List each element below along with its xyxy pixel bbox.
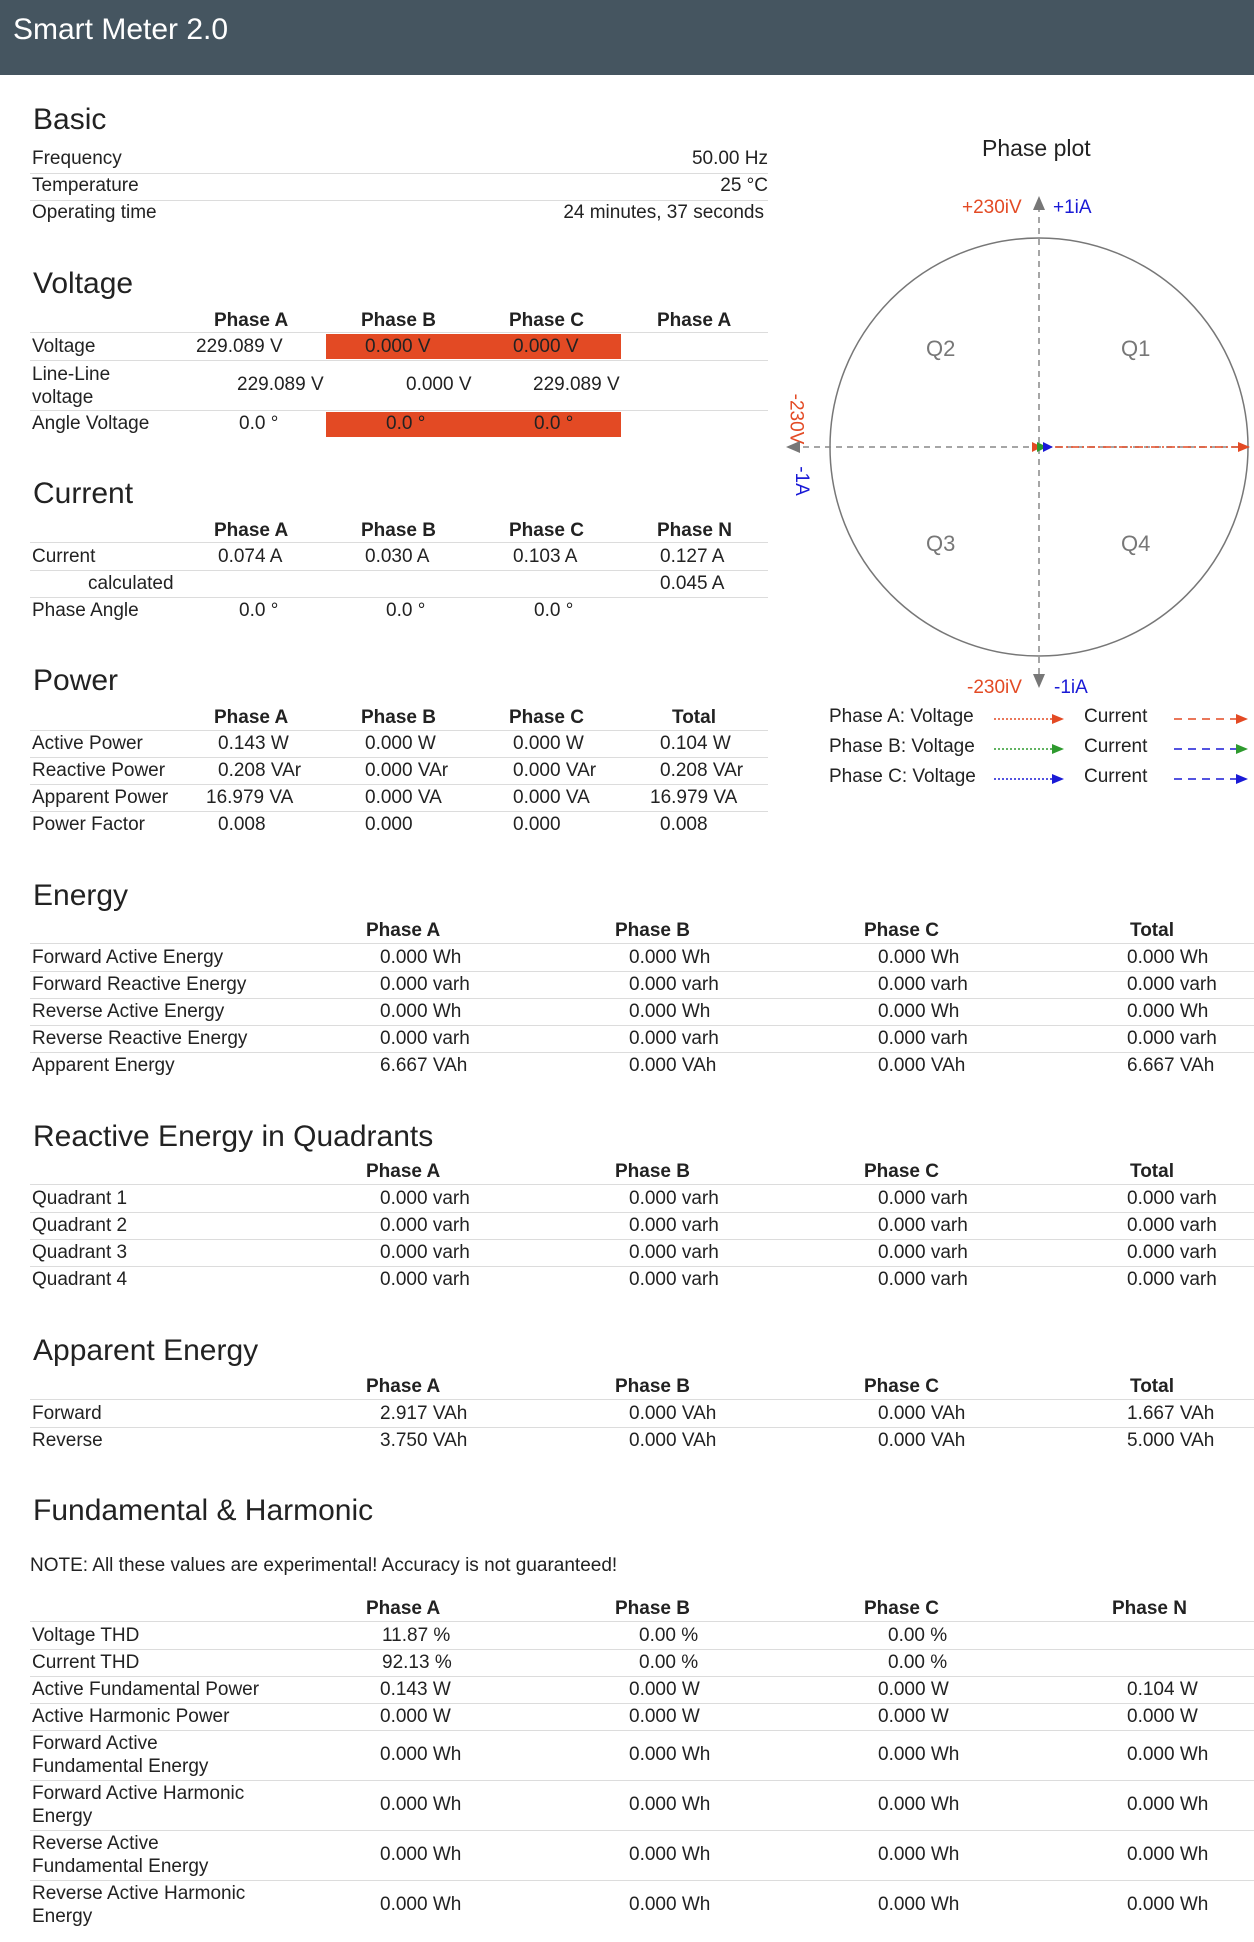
cell-phase-c: 0.000 varh	[878, 974, 968, 995]
reactive-quadrants-title: Reactive Energy in Quadrants	[33, 1120, 434, 1153]
cell-phase-c: 0.000 W	[878, 1706, 949, 1727]
cell-phase-b: 0.000 V	[406, 374, 472, 395]
cell-phase-b: 0.000 VA	[365, 787, 442, 808]
cell-phase-c: 0.000 Wh	[878, 1894, 960, 1915]
table-row	[30, 998, 1254, 1026]
cell-phase-b: 0.000 W	[365, 733, 436, 754]
cell-phase-c: 229.089 V	[533, 374, 620, 395]
cell-phase-c: 0.000 VA	[513, 787, 590, 808]
phase-plot-canvas	[780, 190, 1254, 690]
cell-phase-c: 0.00 %	[888, 1625, 948, 1646]
table-row	[30, 1427, 1254, 1454]
row-label: Temperature	[32, 175, 139, 196]
cell-phase-b: 0.000	[365, 814, 413, 835]
cell-phase-b: 0.000 varh	[629, 1215, 719, 1236]
col-header: Phase A	[214, 520, 289, 541]
legend-row	[829, 736, 975, 758]
row-label: Active Fundamental Power	[32, 1679, 260, 1700]
cell-phase-a: 3.750 VAh	[380, 1430, 468, 1451]
col-header: Phase B	[361, 520, 436, 541]
col-header: Phase B	[615, 920, 690, 941]
axis-top-voltage: +230iV	[962, 197, 1022, 218]
cell-phase-a: 229.089 V	[237, 374, 324, 395]
cell-total: 0.208 VAr	[660, 760, 744, 781]
arrow-down-icon	[1033, 674, 1045, 688]
cell-phase-b: 0.000 varh	[629, 1242, 719, 1263]
col-header: Phase A	[366, 1598, 441, 1619]
cell-phase-c: 0.000	[513, 814, 561, 835]
quadrant-label: Q4	[1121, 531, 1151, 556]
quadrant-label: Q3	[926, 531, 956, 556]
cell-total: 0.000 varh	[1127, 1188, 1217, 1209]
cell-phase-b: 0.00 %	[639, 1625, 699, 1646]
row-label: Forward	[32, 1403, 102, 1424]
cell-phase-c: 0.00 %	[888, 1652, 948, 1673]
row-label: Reverse Reactive Energy	[32, 1028, 248, 1049]
cell-phase-b: 0.00 %	[639, 1652, 699, 1673]
col-header: Phase C	[864, 920, 939, 941]
table-row	[30, 333, 768, 361]
cell-total: 0.008	[660, 814, 708, 835]
power-title: Power	[33, 664, 119, 697]
table-header-line	[30, 916, 1254, 944]
table-row	[30, 597, 768, 624]
harmonic-title: Fundamental & Harmonic	[33, 1494, 374, 1527]
cell-phase-a: 2.917 VAh	[380, 1403, 468, 1424]
row-label: Active Power	[32, 733, 143, 754]
energy-title: Energy	[33, 879, 129, 912]
cell-phase-c: 0.000 V	[513, 336, 579, 357]
row-label: Quadrant 3	[32, 1242, 128, 1263]
table-row	[30, 1780, 1254, 1831]
row-label: Quadrant 2	[32, 1215, 128, 1236]
table-row	[30, 200, 768, 227]
cell-phase-b: 0.000 varh	[629, 1269, 719, 1290]
quadrant-label: Q1	[1121, 336, 1151, 361]
table-row	[30, 1052, 1254, 1079]
cell-phase-n: 0.045 A	[660, 573, 725, 594]
legend-current-label: Current	[1084, 706, 1148, 727]
cell-phase-c: 0.000 Wh	[878, 947, 960, 968]
cell-phase-a: 92.13 %	[382, 1652, 452, 1673]
axis-bottom-voltage: -230iV	[967, 677, 1022, 698]
row-label: Reverse Active Harmonic Energy	[32, 1883, 246, 1927]
row-value: 25 °C	[720, 175, 768, 196]
row-label: Operating time	[32, 202, 157, 223]
col-header: Total	[1130, 920, 1174, 941]
table-header-line	[30, 1594, 1254, 1622]
cell-phase-c: 0.0 °	[534, 600, 574, 621]
cell-total: 0.000 varh	[1127, 974, 1217, 995]
table-row	[30, 146, 768, 174]
table-row	[30, 173, 768, 201]
row-value: 50.00 Hz	[691, 148, 768, 169]
cell-phase-c: 0.000 W	[513, 733, 584, 754]
table-row	[30, 944, 1254, 972]
col-header: Phase C	[509, 310, 584, 331]
cell-phase-n: 0.000 Wh	[1127, 1844, 1209, 1865]
cell-phase-c: 0.000 varh	[878, 1269, 968, 1290]
cell-phase-b: 0.000 W	[629, 1706, 700, 1727]
row-label: Angle Voltage	[32, 413, 150, 434]
row-label: Phase Angle	[32, 600, 139, 621]
cell-phase-b: 0.000 Wh	[629, 1844, 711, 1865]
legend-phase-b-voltage-line	[992, 741, 1072, 757]
cell-phase-b: 0.000 V	[365, 336, 431, 357]
col-header: Phase B	[615, 1161, 690, 1182]
table-row	[30, 1649, 1254, 1677]
table-row	[30, 1266, 1254, 1293]
cell-phase-b: 0.000 Wh	[629, 1001, 711, 1022]
cell-phase-c: 0.000 Wh	[878, 1844, 960, 1865]
row-label: Quadrant 1	[32, 1188, 128, 1209]
row-label: Line-Line voltage	[32, 364, 111, 408]
harmonic-note: NOTE: All these values are experimental! Accuracy is not guaranteed!	[30, 1555, 618, 1576]
col-header: Total	[1130, 1376, 1174, 1397]
table-row	[30, 1400, 1254, 1428]
cell-phase-n: 0.000 W	[1127, 1706, 1198, 1727]
col-header: Phase A	[214, 707, 289, 728]
row-label: Frequency	[32, 148, 122, 169]
cell-phase-n: 0.000 Wh	[1127, 1744, 1209, 1765]
col-header: Total	[672, 707, 716, 728]
col-header: Phase A	[366, 920, 441, 941]
row-label: Forward Reactive Energy	[32, 974, 247, 995]
table-row	[30, 570, 768, 598]
row-label: Quadrant 4	[32, 1269, 128, 1290]
row-label: Apparent Power	[32, 787, 169, 808]
table-header-line	[30, 1372, 1254, 1400]
col-header: Phase B	[615, 1598, 690, 1619]
axis-left-voltage: -230V	[785, 393, 807, 445]
cell-phase-c: 0.0 °	[534, 413, 574, 434]
row-label: Forward Active Fundamental Energy	[32, 1733, 209, 1777]
cell-phase-c: 0.000 varh	[878, 1028, 968, 1049]
cell-phase-n: 0.000 Wh	[1127, 1794, 1209, 1815]
col-header: Phase A	[214, 310, 289, 331]
table-row	[30, 811, 768, 838]
table-row	[30, 1212, 1254, 1240]
legend-row	[829, 706, 974, 728]
table-row	[30, 1185, 1254, 1213]
table-row	[30, 1239, 1254, 1267]
cell-phase-b: 0.000 Wh	[629, 947, 711, 968]
col-header: Phase B	[361, 310, 436, 331]
table-header-line	[30, 1157, 1254, 1185]
col-header: Phase C	[509, 520, 584, 541]
row-label: Reverse Active Energy	[32, 1001, 225, 1022]
cell-phase-b: 0.000 varh	[629, 974, 719, 995]
cell-phase-b: 0.000 Wh	[629, 1794, 711, 1815]
table-header-line	[30, 703, 768, 731]
col-header: Phase N	[1112, 1598, 1187, 1619]
app-title: Smart Meter 2.0	[13, 13, 229, 46]
current-title: Current	[33, 477, 134, 510]
cell-phase-a: 0.143 W	[218, 733, 289, 754]
cell-total: 0.104 W	[660, 733, 731, 754]
cell-phase-a: 0.000 Wh	[380, 947, 462, 968]
cell-phase-b: 0.0 °	[386, 600, 426, 621]
cell-total: 16.979 VA	[650, 787, 738, 808]
axis-top-current: +1iA	[1053, 197, 1092, 218]
legend-current-label: Current	[1084, 766, 1148, 787]
col-header: Total	[1130, 1161, 1174, 1182]
col-header: Phase A	[366, 1376, 441, 1397]
cell-phase-a: 0.074 A	[218, 546, 283, 567]
table-row	[30, 784, 768, 812]
legend-phase-a-current-line	[1172, 711, 1252, 727]
row-label: Voltage THD	[32, 1625, 140, 1646]
apparent-energy-title: Apparent Energy	[33, 1334, 259, 1367]
row-label: Power Factor	[32, 814, 145, 835]
table-row	[30, 1830, 1254, 1881]
cell-phase-b: 0.000 Wh	[629, 1894, 711, 1915]
cell-phase-b: 0.000 varh	[629, 1188, 719, 1209]
table-row	[30, 757, 768, 785]
basic-title: Basic	[33, 103, 107, 136]
cell-phase-a: 0.000 varh	[380, 1269, 470, 1290]
cell-phase-c: 0.000 VAh	[878, 1403, 966, 1424]
col-header: Phase B	[615, 1376, 690, 1397]
cell-phase-a: 16.979 VA	[206, 787, 294, 808]
cell-phase-a: 229.089 V	[196, 336, 283, 357]
quadrant-label: Q2	[926, 336, 956, 361]
cell-phase-c: 0.103 A	[513, 546, 578, 567]
cell-phase-a: 6.667 VAh	[380, 1055, 468, 1076]
legend-voltage-label: Phase B: Voltage	[829, 736, 975, 757]
table-header-line	[30, 515, 768, 543]
legend-voltage-label: Phase A: Voltage	[829, 706, 974, 727]
arrow-up-icon	[1033, 196, 1045, 210]
col-header: Phase A	[366, 1161, 441, 1182]
cell-phase-c: 0.000 varh	[878, 1215, 968, 1236]
cell-total: 1.667 VAh	[1127, 1403, 1215, 1424]
row-label: Current THD	[32, 1652, 140, 1673]
col-header: Phase N	[657, 520, 732, 541]
cell-phase-c: 0.000 Wh	[878, 1744, 960, 1765]
table-header-line	[30, 305, 768, 333]
cell-total: 0.000 Wh	[1127, 1001, 1209, 1022]
table-row	[30, 410, 768, 438]
col-header: Phase C	[864, 1598, 939, 1619]
cell-phase-a: 0.000 varh	[380, 1028, 470, 1049]
cell-phase-n: 0.104 W	[1127, 1679, 1198, 1700]
col-header: Phase C	[509, 707, 584, 728]
table-row	[30, 543, 768, 571]
cell-phase-n: 0.127 A	[660, 546, 725, 567]
cell-phase-n: 0.000 Wh	[1127, 1894, 1209, 1915]
cell-phase-c: 0.000 VAh	[878, 1055, 966, 1076]
legend-voltage-label: Phase C: Voltage	[829, 766, 976, 787]
legend-phase-c-current-line	[1172, 771, 1252, 787]
table-row	[30, 1622, 1254, 1650]
row-label: Forward Active Energy	[32, 947, 224, 968]
table-row	[30, 1676, 1254, 1704]
col-header: Phase A	[657, 310, 732, 331]
cell-phase-b: 0.000 Wh	[629, 1744, 711, 1765]
cell-phase-a: 0.000 varh	[380, 1215, 470, 1236]
table-row	[30, 971, 1254, 999]
cell-phase-b: 0.000 VAh	[629, 1403, 717, 1424]
row-label: Reverse	[32, 1430, 103, 1451]
cell-phase-a: 0.143 W	[380, 1679, 451, 1700]
cell-phase-a: 0.000 Wh	[380, 1844, 462, 1865]
row-value: 24 minutes, 37 seconds	[563, 202, 764, 223]
table-row	[30, 1703, 1254, 1731]
cell-total: 5.000 VAh	[1127, 1430, 1215, 1451]
cell-phase-a: 0.000 Wh	[380, 1894, 462, 1915]
table-row	[30, 360, 768, 411]
cell-phase-a: 0.000 Wh	[380, 1794, 462, 1815]
cell-total: 0.000 varh	[1127, 1028, 1217, 1049]
table-row	[30, 1730, 1254, 1781]
legend-phase-a-voltage-line	[992, 711, 1072, 727]
col-header: Phase B	[361, 707, 436, 728]
legend-phase-c-voltage-line	[992, 771, 1072, 787]
row-label: Reactive Power	[32, 760, 166, 781]
arrow-left-icon	[786, 441, 800, 453]
cell-phase-a: 0.000 varh	[380, 1242, 470, 1263]
cell-phase-c: 0.000 Wh	[878, 1001, 960, 1022]
row-label: Reverse Active Fundamental Energy	[32, 1833, 209, 1877]
legend-row	[829, 766, 976, 788]
cell-phase-b: 0.000 VAh	[629, 1430, 717, 1451]
axis-bottom-current: -1iA	[1054, 677, 1088, 698]
table-row	[30, 1025, 1254, 1053]
row-label: Active Harmonic Power	[32, 1706, 230, 1727]
cell-total: 0.000 varh	[1127, 1269, 1217, 1290]
cell-phase-c: 0.000 VAr	[513, 760, 597, 781]
cell-total: 0.000 varh	[1127, 1242, 1217, 1263]
cell-phase-b: 0.000 W	[629, 1679, 700, 1700]
cell-total: 6.667 VAh	[1127, 1055, 1215, 1076]
row-label: calculated	[88, 573, 174, 594]
row-label: Apparent Energy	[32, 1055, 175, 1076]
axis-left-current: -1A	[790, 466, 812, 496]
cell-phase-a: 0.0 °	[239, 413, 279, 434]
cell-phase-b: 0.000 VAh	[629, 1055, 717, 1076]
cell-phase-a: 0.000 Wh	[380, 1744, 462, 1765]
cell-phase-a: 0.208 VAr	[218, 760, 302, 781]
col-header: Phase C	[864, 1161, 939, 1182]
cell-phase-c: 0.000 W	[878, 1679, 949, 1700]
table-row	[30, 730, 768, 758]
cell-total: 0.000 varh	[1127, 1215, 1217, 1236]
cell-phase-a: 0.000 varh	[380, 1188, 470, 1209]
cell-phase-c: 0.000 Wh	[878, 1794, 960, 1815]
cell-phase-b: 0.0 °	[386, 413, 426, 434]
cell-phase-a: 0.000 Wh	[380, 1001, 462, 1022]
cell-phase-c: 0.000 varh	[878, 1242, 968, 1263]
cell-phase-b: 0.000 varh	[629, 1028, 719, 1049]
phase-c-arrow-icon	[1043, 442, 1053, 452]
legend-current-label: Current	[1084, 736, 1148, 757]
cell-phase-c: 0.000 varh	[878, 1188, 968, 1209]
row-label: Voltage	[32, 336, 96, 357]
phase-plot-title: Phase plot	[982, 135, 1091, 161]
cell-phase-a: 0.008	[218, 814, 266, 835]
cell-phase-a: 0.0 °	[239, 600, 279, 621]
cell-phase-c: 0.000 VAh	[878, 1430, 966, 1451]
cell-total: 0.000 Wh	[1127, 947, 1209, 968]
cell-phase-b: 0.000 VAr	[365, 760, 449, 781]
cell-phase-a: 11.87 %	[382, 1625, 451, 1646]
row-label: Forward Active Harmonic Energy	[32, 1783, 245, 1827]
cell-phase-b: 0.030 A	[365, 546, 430, 567]
row-label: Current	[32, 546, 96, 567]
table-row	[30, 1880, 1254, 1930]
app-header	[0, 0, 1254, 75]
cell-phase-a: 0.000 varh	[380, 974, 470, 995]
legend-phase-b-current-line	[1172, 741, 1252, 757]
cell-phase-a: 0.000 W	[380, 1706, 451, 1727]
col-header: Phase C	[864, 1376, 939, 1397]
voltage-title: Voltage	[33, 267, 134, 300]
